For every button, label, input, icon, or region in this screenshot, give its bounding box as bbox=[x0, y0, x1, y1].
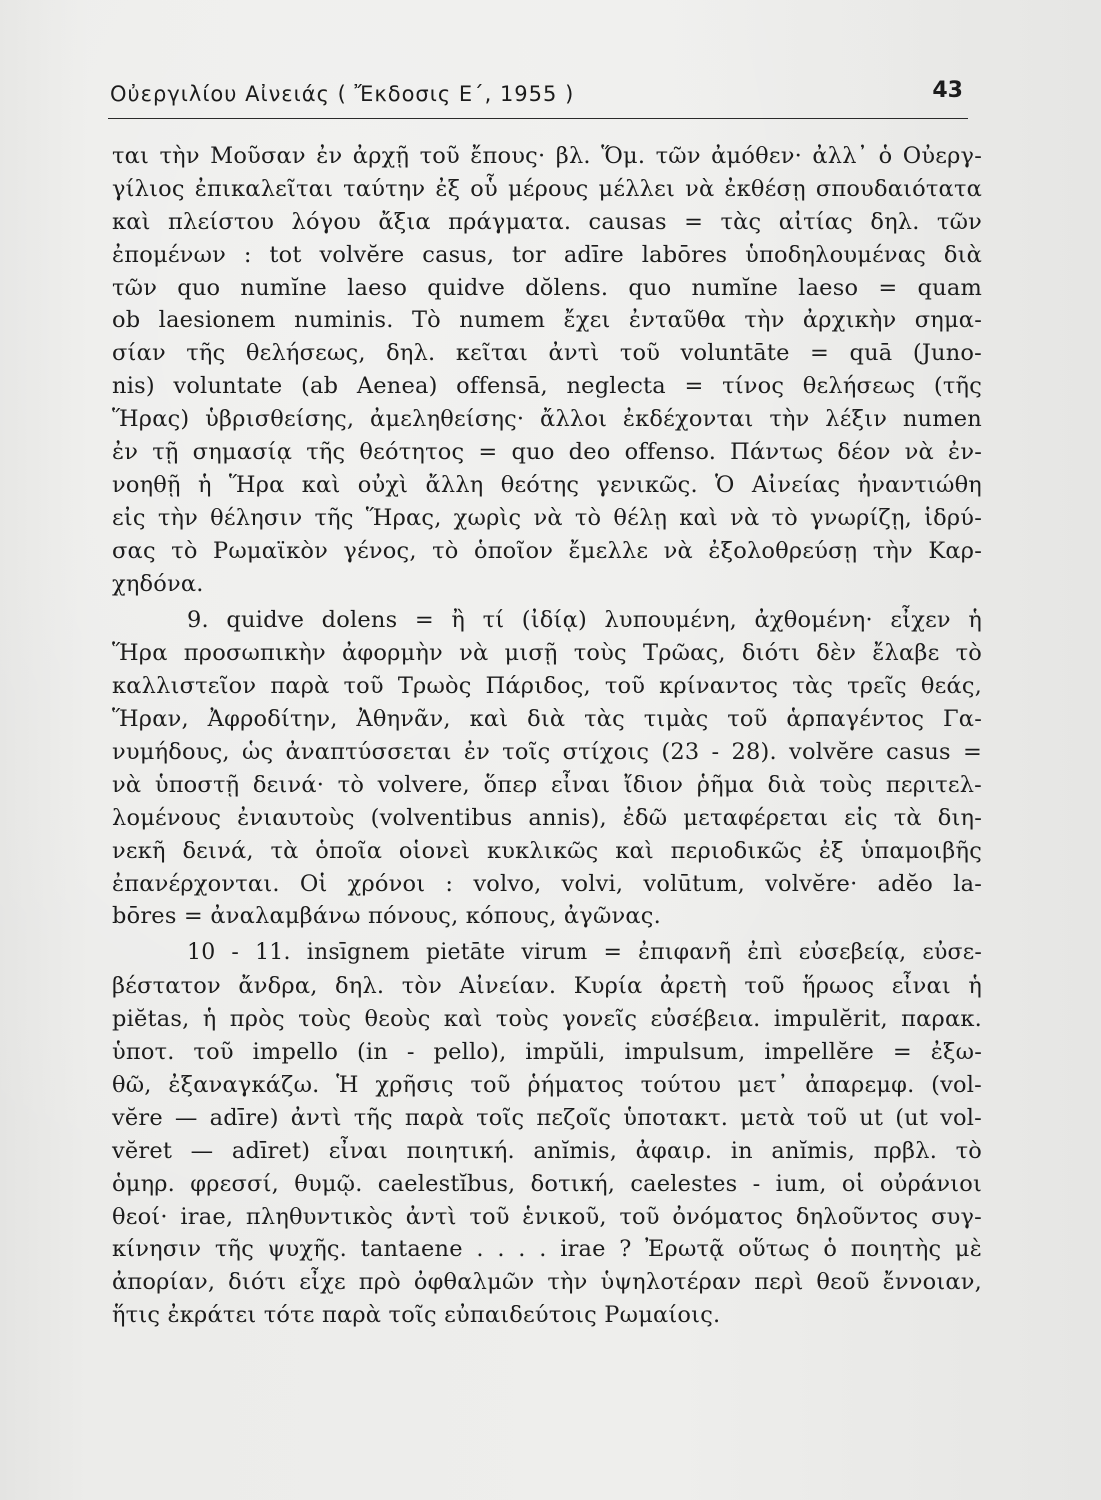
text-line: ἐπομένων : tot volvĕre casus, tor adīre labōres ὑποδηλουμένας διὰ bbox=[112, 241, 982, 268]
text-line: νυμήδους, ὡς ἀναπτύσσεται ἐν τοῖς στίχοις (23 - 28). volvĕre casus = bbox=[112, 739, 982, 766]
paragraph-start-line: 10 - 11. insīgnem pietāte virum = ἐπιφανῆ ἐπὶ εὐσεβείᾳ, εὐσε- bbox=[187, 940, 982, 966]
text-line: λομένους ἐνιαυτοὺς (volventibus annis), ἐδῶ μεταφέρεται εἰς τὰ διη- bbox=[112, 804, 982, 831]
text-line: σας τὸ Ρωμαϊκὸν γένος, τὸ ὁποῖον ἔμελλε νὰ ἐξολοθρεύσῃ τὴν Καρ- bbox=[112, 537, 982, 564]
text-line: Ἥρα προσωπικὴν ἀφορμὴν νὰ μισῇ τοὺς Τρῶας, διότι δὲν ἔλαβε τὸ bbox=[112, 640, 982, 667]
text-line: ται τὴν Μοῦσαν ἐν ἀρχῇ τοῦ ἔπους· βλ. Ὅμ. τῶν ἀμόθεν· ἀλλ᾽ ὁ Οὐεργ- bbox=[112, 143, 982, 169]
text-line: ἐν τῇ σημασίᾳ τῆς θεότητος = quo deo offenso. Πάντως δέον νὰ ἐν- bbox=[112, 439, 982, 466]
text-line: piĕtas, ἡ πρὸς τοὺς θεοὺς καὶ τοὺς γονεῖς εὐσέβεια. impulĕrit, παρακ. bbox=[112, 1006, 982, 1033]
text-line: Ἥρας) ὑβρισθείσης, ἀμεληθείσης· ἄλλοι ἐκδέχονται τὴν λέξιν numen bbox=[112, 406, 982, 433]
page-number: 43 bbox=[932, 78, 963, 103]
text-line: γίλιος ἐπικαλεῖται ταύτην ἐξ οὗ μέρους μέλλει νὰ ἐκθέσῃ σπουδαιότατα bbox=[112, 175, 982, 202]
paragraph-start-line: 9. quidve dolens = ἢ τί (ἰδίᾳ) λυπουμένη, ἀχθομένη· εἶχεν ἡ bbox=[187, 607, 982, 634]
header-rule bbox=[108, 118, 968, 119]
text-line: νεκῆ δεινά, τὰ ὁποῖα οἱονεὶ κυκλικῶς καὶ περιοδικῶς ἐξ ὑπαμοιβῆς bbox=[112, 837, 982, 864]
text-line: vĕret — adīret) εἶναι ποιητική. anĭmis, ἀφαιρ. in anĭmis, πρβλ. τὸ bbox=[112, 1137, 982, 1164]
text-line: βέστατον ἄνδρα, δηλ. τὸν Αἰνείαν. Κυρία ἀρετὴ τοῦ ἥρωος εἶναι ἡ bbox=[112, 973, 982, 1000]
text-line: nis) voluntate (ab Aenea) offensā, neglecta = τίνος θελήσεως (τῆς bbox=[112, 373, 982, 400]
running-head bbox=[108, 78, 963, 112]
text-line: καὶ πλείστου λόγου ἄξια πράγματα. causas = τὰς αἰτίας δηλ. τῶν bbox=[112, 208, 982, 235]
text-line: ἥτις ἐκράτει τότε παρὰ τοῖς εὐπαιδεύτοις Ρωμαίοις. bbox=[112, 1302, 721, 1329]
text-line: Ἥραν, Ἀφροδίτην, Ἀθηνᾶν, καὶ διὰ τὰς τιμὰς τοῦ ἁρπαγέντος Γα- bbox=[112, 706, 982, 733]
commentary-text bbox=[112, 140, 982, 1332]
text-line: bōres = ἀναλαμβάνω πόνους, κόπους, ἀγῶνας. bbox=[112, 903, 661, 930]
text-line: ὑποτ. τοῦ impello (in - pello), impŭli, impulsum, impellĕre = ἐξω- bbox=[112, 1039, 982, 1066]
text-line: θῶ, ἐξαναγκάζω. Ἡ χρῆσις τοῦ ῥήματος τούτου μετ᾽ ἀπαρεμφ. (vol- bbox=[112, 1071, 982, 1098]
text-line: vĕre — adīre) ἀντὶ τῆς παρὰ τοῖς πεζοῖς ὑποτακτ. μετὰ τοῦ ut (ut vol- bbox=[112, 1104, 982, 1131]
text-line: κίνησιν τῆς ψυχῆς. tantaene . . . . irae ? Ἐρωτᾷ οὕτως ὁ ποιητὴς μὲ bbox=[112, 1236, 982, 1263]
running-title: Οὐεργιλίου Αἰνειάς ( Ἔκδοσις Ε΄, 1955 ) bbox=[110, 82, 575, 106]
text-line: τῶν quo numĭne laeso quidve dŏlens. quo numĭne laeso = quam bbox=[112, 274, 982, 301]
text-line: ἀπορίαν, διότι εἶχε πρὸ ὀφθαλμῶν τὴν ὑψηλοτέραν περὶ θεοῦ ἔννοιαν, bbox=[112, 1269, 982, 1296]
text-line: ὁμηρ. φρεσσί, θυμῷ. caelestĭbus, δοτική, caelestes - ium, οἱ οὐράνιοι bbox=[112, 1170, 982, 1197]
text-line: νοηθῇ ἡ Ἥρα καὶ οὐχὶ ἄλλη θεότης γενικῶς. Ὁ Αἰνείας ἠναντιώθη bbox=[112, 471, 982, 498]
text-line: καλλιστεῖον παρὰ τοῦ Τρωὸς Πάριδος, τοῦ κρίναντος τὰς τρεῖς θεάς, bbox=[112, 673, 982, 700]
text-line: εἰς τὴν θέλησιν τῆς Ἥρας, χωρὶς νὰ τὸ θέλῃ καὶ νὰ τὸ γνωρίζῃ, ἱδρύ- bbox=[112, 504, 982, 531]
text-line: ἐπανέρχονται. Οἱ χρόνοι : volvo, volvi, volūtum, volvĕre· adĕo la- bbox=[112, 870, 982, 897]
text-line: νὰ ὑποστῇ δεινά· τὸ volvere, ὅπερ εἶναι ἴδιον ῥῆμα διὰ τοὺς περιτελ- bbox=[112, 771, 982, 798]
text-line: θεοί· irae, πληθυντικὸς ἀντὶ τοῦ ἑνικοῦ, τοῦ ὀνόματος δηλοῦντος συγ- bbox=[112, 1203, 982, 1230]
text-line: χηδόνα. bbox=[112, 570, 204, 597]
text-line: ob laesionem numinis. Τὸ numem ἔχει ἐνταῦθα τὴν ἀρχικὴν σημα- bbox=[112, 307, 982, 334]
text-line: σίαν τῆς θελήσεως, δηλ. κεῖται ἀντὶ τοῦ voluntāte = quā (Juno- bbox=[112, 340, 982, 367]
